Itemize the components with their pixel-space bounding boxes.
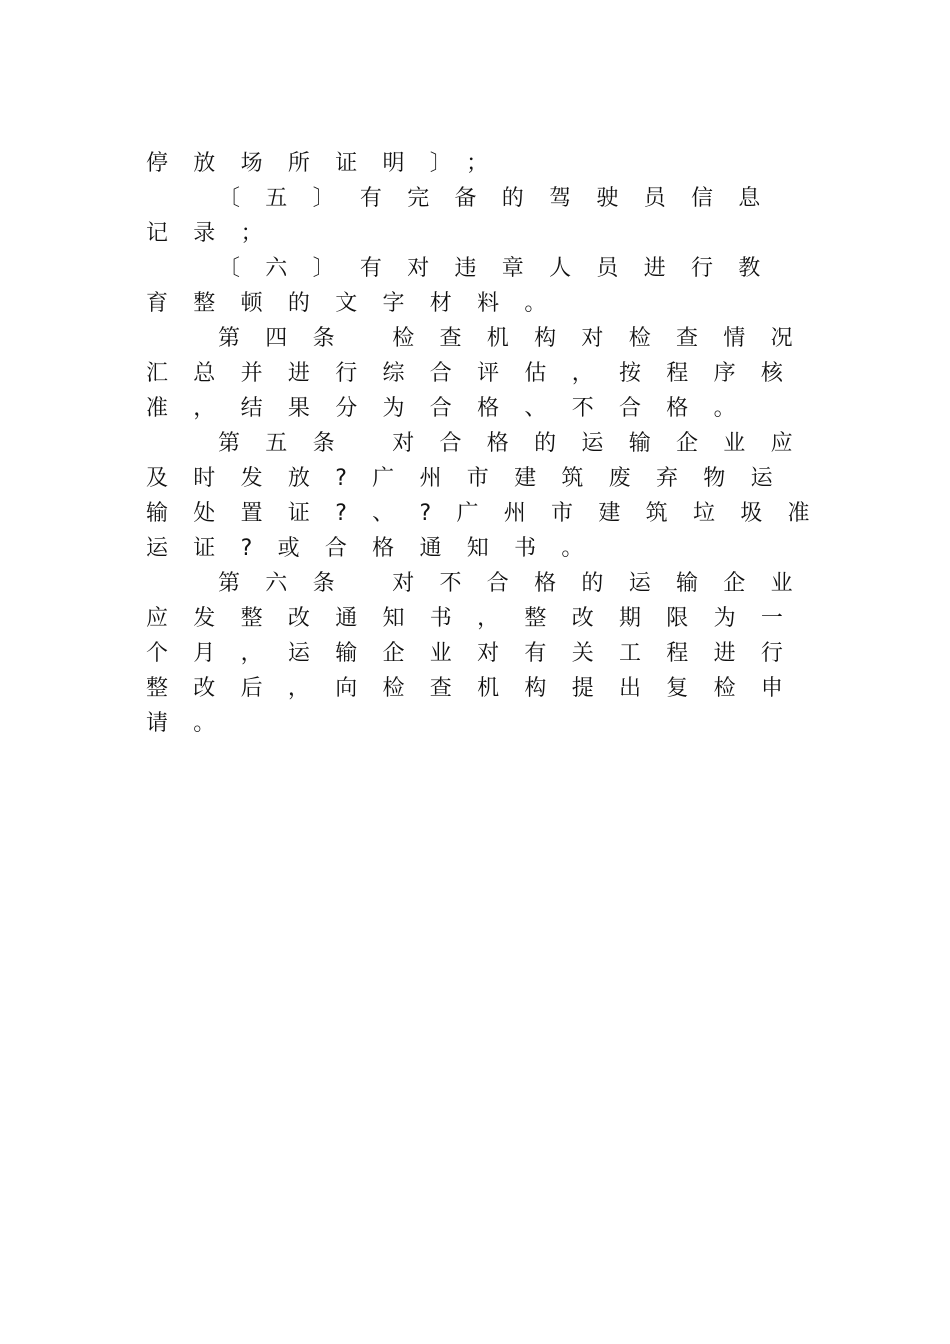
text-line: 〔五〕有完备的驾驶员信息 [218,186,786,211]
text-line: 输处置证?、?广州市建筑垃圾准 [146,501,835,526]
text-line: 整改后，向检查机构提出复检申 [146,676,809,701]
text-line: 应发整改通知书，整改期限为一 [146,606,809,631]
text-line: 育整顿的文字材料。 [146,291,572,316]
text-line: 及时发放?广州市建筑废弃物运 [146,466,798,491]
text-line: 第四条 检查机构对检查情况 [218,326,818,351]
text-line: 记录； [146,221,288,246]
text-line: 个月，运输企业对有关工程进行 [146,641,809,666]
text-line: 汇总并进行综合评估，按程序核 [146,361,809,386]
text-line: 准，结果分为合格、不合格。 [146,396,761,421]
text-line: 第六条 对不合格的运输企业 [218,571,818,596]
text-line: 请。 [146,711,241,736]
text-line: 停放场所证明〕； [146,151,514,176]
body-text [146,146,835,741]
text-line: 〔六〕有对违章人员进行教 [218,256,786,281]
text-line: 第五条 对合格的运输企业应 [218,431,818,456]
text-line: 运证?或合格通知书。 [146,536,609,561]
